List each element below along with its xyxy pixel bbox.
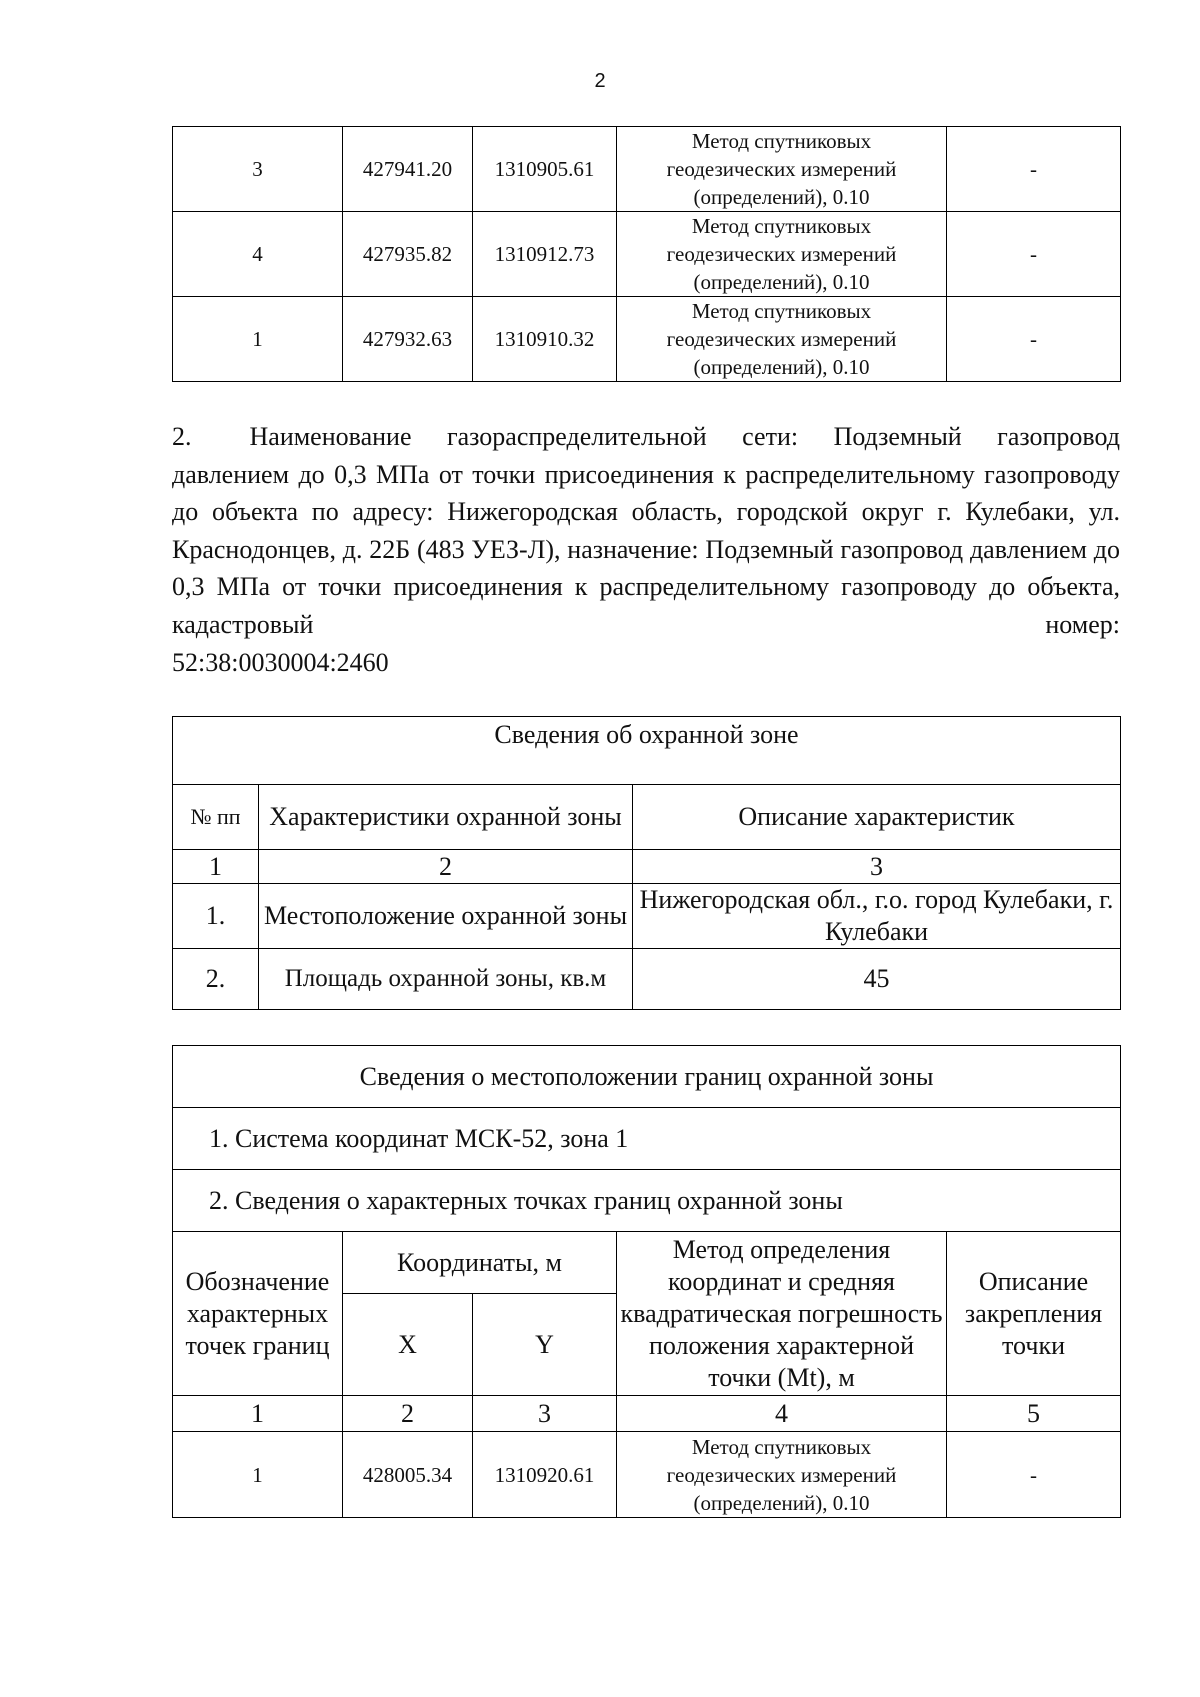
fixing-desc: - — [947, 297, 1121, 382]
fixing-desc: - — [947, 212, 1121, 297]
col-number: 1 — [173, 1396, 343, 1432]
cadastral-number: 52:38:0030004:2460 — [172, 647, 389, 677]
section-2-text — [172, 418, 1120, 644]
row-num: 1. — [173, 884, 259, 949]
coord-x: 427935.82 — [343, 212, 473, 297]
table-row — [173, 127, 1121, 212]
method-cell: Метод спутниковых геодезических измерений (определений), 0.10 — [617, 297, 947, 382]
header-fixing: Описание закрепления точки — [947, 1232, 1121, 1396]
col-number: 2 — [259, 850, 633, 884]
header-num: № пп — [173, 785, 259, 850]
table-row — [173, 297, 1121, 382]
method-cell: Метод спутниковых геодезических измерений (определений), 0.10 — [617, 127, 947, 212]
col-number: 1 — [173, 850, 259, 884]
fixing-desc: - — [947, 1432, 1121, 1518]
point-label: 3 — [173, 127, 343, 212]
header-characteristics: Характеристики охранной зоны — [259, 785, 633, 850]
zone-table-title: Сведения об охранной зоне — [173, 717, 1121, 785]
row-characteristic: Местоположение охранной зоны — [259, 884, 633, 949]
col-number: 2 — [343, 1396, 473, 1432]
header-description: Описание характеристик — [633, 785, 1121, 850]
coord-y: 1310905.61 — [473, 127, 617, 212]
col-number: 5 — [947, 1396, 1121, 1432]
coord-y: 1310910.32 — [473, 297, 617, 382]
method-cell: Метод спутниковых геодезических измерений (определений), 0.10 — [617, 212, 947, 297]
section-number: 2. — [172, 422, 192, 451]
coordinate-system: 1. Система координат МСК-52, зона 1 — [173, 1108, 1121, 1170]
method-cell: Метод спутниковых геодезических измерений (определений), 0.10 — [617, 1432, 947, 1518]
coord-x: 428005.34 — [343, 1432, 473, 1518]
row-description: Нижегородская обл., г.о. город Кулебаки, г. Кулебаки — [633, 884, 1121, 949]
row-characteristic: Площадь охранной зоны, кв.м — [259, 949, 633, 1010]
point-label: 4 — [173, 212, 343, 297]
row-description: 45 — [633, 949, 1121, 1010]
protection-zone-table — [172, 716, 1121, 1010]
header-method: Метод определения координат и средняя квадратическая погрешность положения характерной точки (Mt), м — [617, 1232, 947, 1396]
coord-y: 1310920.61 — [473, 1432, 617, 1518]
col-number: 3 — [473, 1396, 617, 1432]
section-body: Наименование газораспределительной сети: Подземный газопровод давлением до 0,3 МПа от точки присоединения к распределительному газопроводу до объекта по адресу: Нижегородская область, городской округ г. Кулебаки, ул. Краснодонцев, д. 22Б (483 УЕЗ-Л), назначение: Подземный газопровод давлением до 0,3 МПа от точки присоединения к распределительному газопроводу до объекта, кадастровый номер: — [172, 422, 1120, 639]
row-num: 2. — [173, 949, 259, 1010]
section-2-paragraph — [172, 418, 1120, 681]
boundary-table-title: Сведения о местоположении границ охранной зоны — [173, 1046, 1121, 1108]
fixing-desc: - — [947, 127, 1121, 212]
header-designation: Обозначение характерных точек границ — [173, 1232, 343, 1396]
table-row — [173, 949, 1121, 1010]
point-label: 1 — [173, 297, 343, 382]
header-coordinates: Координаты, м — [343, 1232, 617, 1294]
points-section-title: 2. Сведения о характерных точках границ охранной зоны — [173, 1170, 1121, 1232]
coord-x: 427941.20 — [343, 127, 473, 212]
coord-x: 427932.63 — [343, 297, 473, 382]
table-row — [173, 212, 1121, 297]
boundary-table — [172, 1045, 1121, 1518]
col-number: 3 — [633, 850, 1121, 884]
header-y: Y — [473, 1294, 617, 1396]
points-table-continued — [172, 126, 1121, 382]
page-number: 2 — [594, 70, 606, 92]
col-number: 4 — [617, 1396, 947, 1432]
table-row — [173, 1432, 1121, 1518]
table-row — [173, 884, 1121, 949]
header-x: X — [343, 1294, 473, 1396]
point-label: 1 — [173, 1432, 343, 1518]
coord-y: 1310912.73 — [473, 212, 617, 297]
